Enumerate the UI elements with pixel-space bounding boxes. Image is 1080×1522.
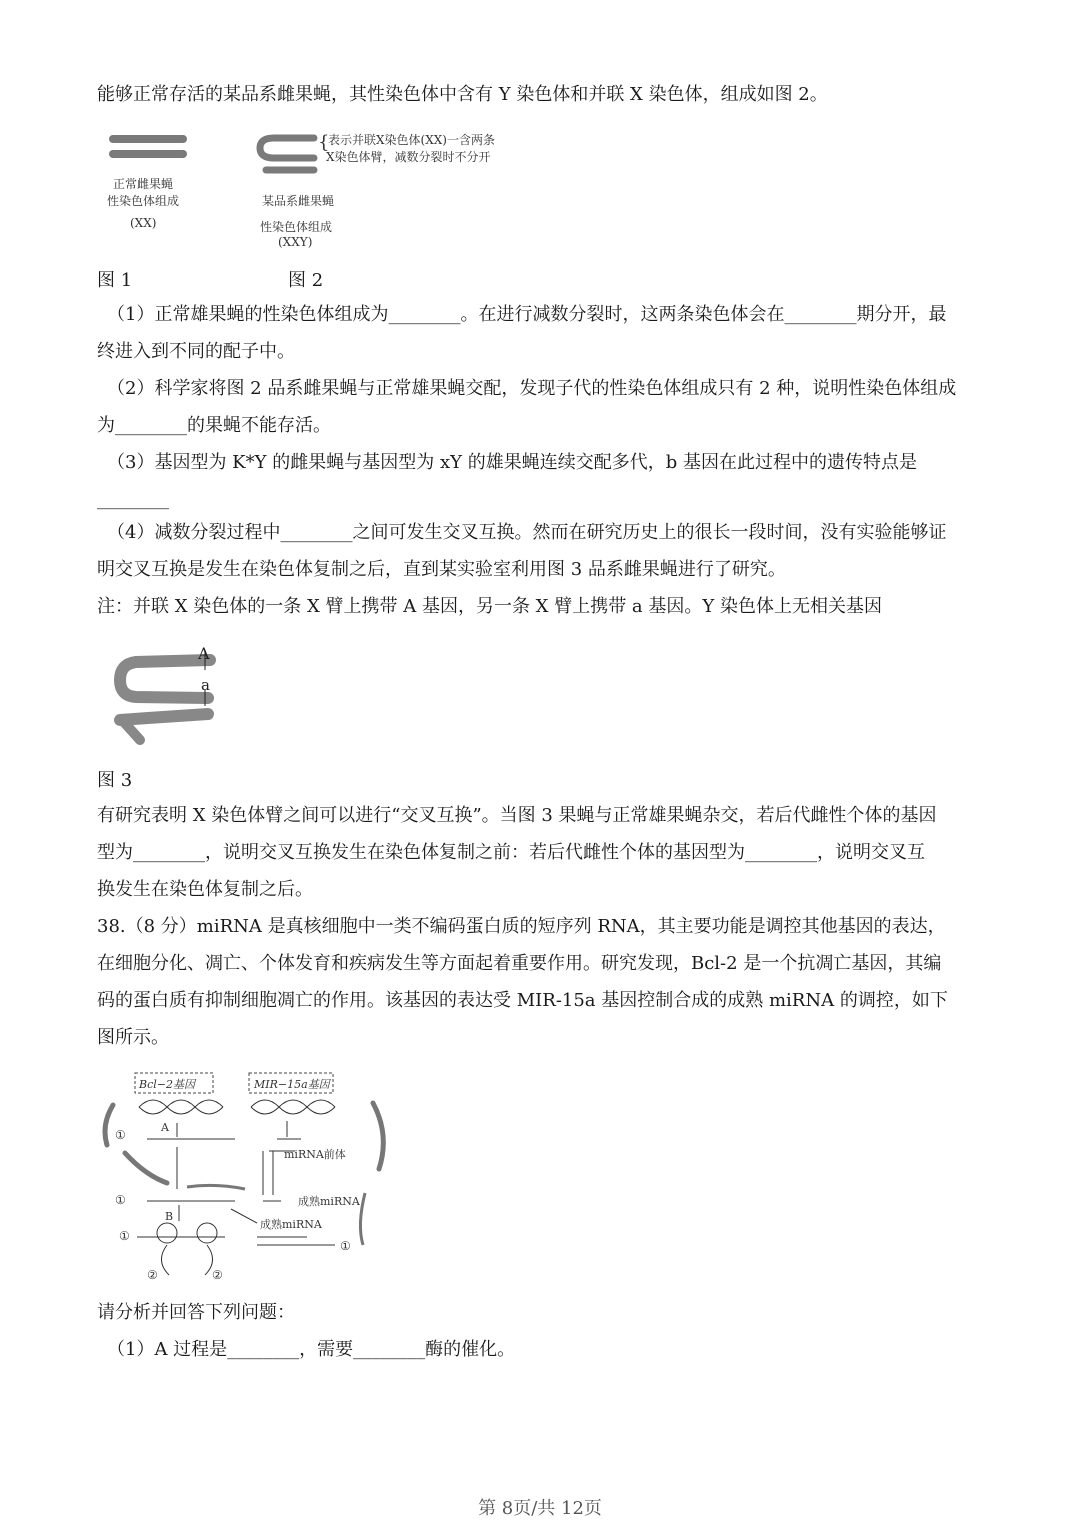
q38-line-4: 图所示。 [97,1027,169,1048]
mir15a-gene-label: MIR−15a基因 [254,1078,330,1091]
diagram-circ1-b: ① [115,1193,126,1207]
diagram-circ1-d: ① [340,1239,351,1253]
diagram-circ1-a: ① [115,1128,126,1142]
mirna-precursor-label: miRNA前体 [284,1148,346,1161]
fig1-label: 图 1 [97,270,133,291]
fig3-label: 图 3 [97,770,133,791]
diagram-circ2-b: ② [212,1268,223,1282]
fig1-caption-2: 性染色体组成 [107,194,180,208]
process-B-label: B [165,1210,174,1223]
question-2-line-1: （2）科学家将图 2 品系雌果蝇与正常雄果蝇交配，发现子代的性染色体组成只有 2 种，说明性染色体组成 [107,378,957,399]
question-2-line-2: 为________的果蝇不能存活。 [97,415,331,436]
question-4-line-2: 明交叉互换是发生在染色体复制之后，直到某实验室利用图 3 品系雌果蝇进行了研究。 [97,559,786,580]
fig1-caption-3: (XX) [130,216,157,230]
q38-line-1: 38.（8 分）miRNA 是真核细胞中一类不编码蛋白质的短序列 RNA，其主要功能是调控其他基因的表达， [97,916,946,937]
question-4-line-1: （4）减数分裂过程中________之间可发生交叉互换。然而在研究历史上的很长一段时间，没有实验能够证 [107,522,947,543]
research-line-3: 换发生在染色体复制之后。 [97,879,313,900]
research-line-2: 型为________，说明交叉互换发生在染色体复制之前：若后代雌性个体的基因型为________，说明交叉互 [97,842,925,863]
question-1-line-1: （1）正常雄果蝇的性染色体组成为________。在进行减数分裂时，这两条染色体会在________期分开，最 [107,304,947,325]
question-1-line-2: 终进入到不同的配子中。 [97,341,295,362]
diagram-circ2-a: ② [147,1268,158,1282]
bcl2-gene-label: Bcl−2基因 [139,1078,195,1091]
fig2-caption-1: 某品系雌果蝇 [262,194,335,208]
page-footer: 第 8页/共 12页 [478,1498,602,1519]
fig2-brace-icon: { [318,132,330,153]
research-line-1: 有研究表明 X 染色体臂之间可以进行“交叉互换”。当图 3 果蝇与正常雄果蝇杂交，若后代雌性个体的基因 [97,805,937,826]
q38-line-3: 码的蛋白质有抑制细胞凋亡的作用。该基因的表达受 MIR-15a 基因控制合成的成熟 miRNA 的调控，如下 [97,990,948,1011]
fig2-caption-3: (XXY) [278,235,313,249]
gene-a-label: a [201,676,210,694]
question-3-line-1: （3）基因型为 K*Y 的雌果蝇与基因型为 xY 的雄果蝇连续交配多代，b 基因在此过程中的遗传特点是 [107,452,917,473]
fig2-label: 图 2 [288,270,324,291]
mature-mirna-label-2: 成熟miRNA [260,1218,322,1231]
q38-question-1: （1）A 过程是________，需要________酶的催化。 [107,1339,516,1360]
process-A-label: A [161,1121,169,1134]
fig1-caption-1: 正常雌果蝇 [113,177,174,191]
diagram-circ1-c: ① [119,1229,130,1243]
analysis-prompt: 请分析并回答下列问题： [97,1302,295,1323]
fig1-chromosomes [105,128,195,168]
mirna-regulation-diagram [95,1065,395,1287]
fig2-note-1: 表示并联X染色体(XX)一含两条 [328,133,495,147]
q38-line-2: 在细胞分化、凋亡、个体发育和疾病发生等方面起着重要作用。研究发现，Bcl-2 是一个抗凋亡基因，其编 [97,953,942,974]
fig3-chromosomes [108,640,238,752]
question-3-line-2: ________ [97,489,169,510]
fig2-note-2: X染色体臂，减数分裂时不分开 [326,150,491,164]
mature-mirna-label-1: 成熟miRNA [298,1195,360,1208]
fig2-caption-2: 性染色体组成 [260,220,333,234]
gene-A-label: A [198,644,210,663]
intro-text: 能够正常存活的某品系雌果蝇，其性染色体中含有 Y 染色体和并联 X 染色体，组成如图 2。 [97,84,828,105]
question-note: 注：并联 X 染色体的一条 X 臂上携带 A 基因，另一条 X 臂上携带 a 基因。Y 染色体上无相关基因 [97,596,882,617]
